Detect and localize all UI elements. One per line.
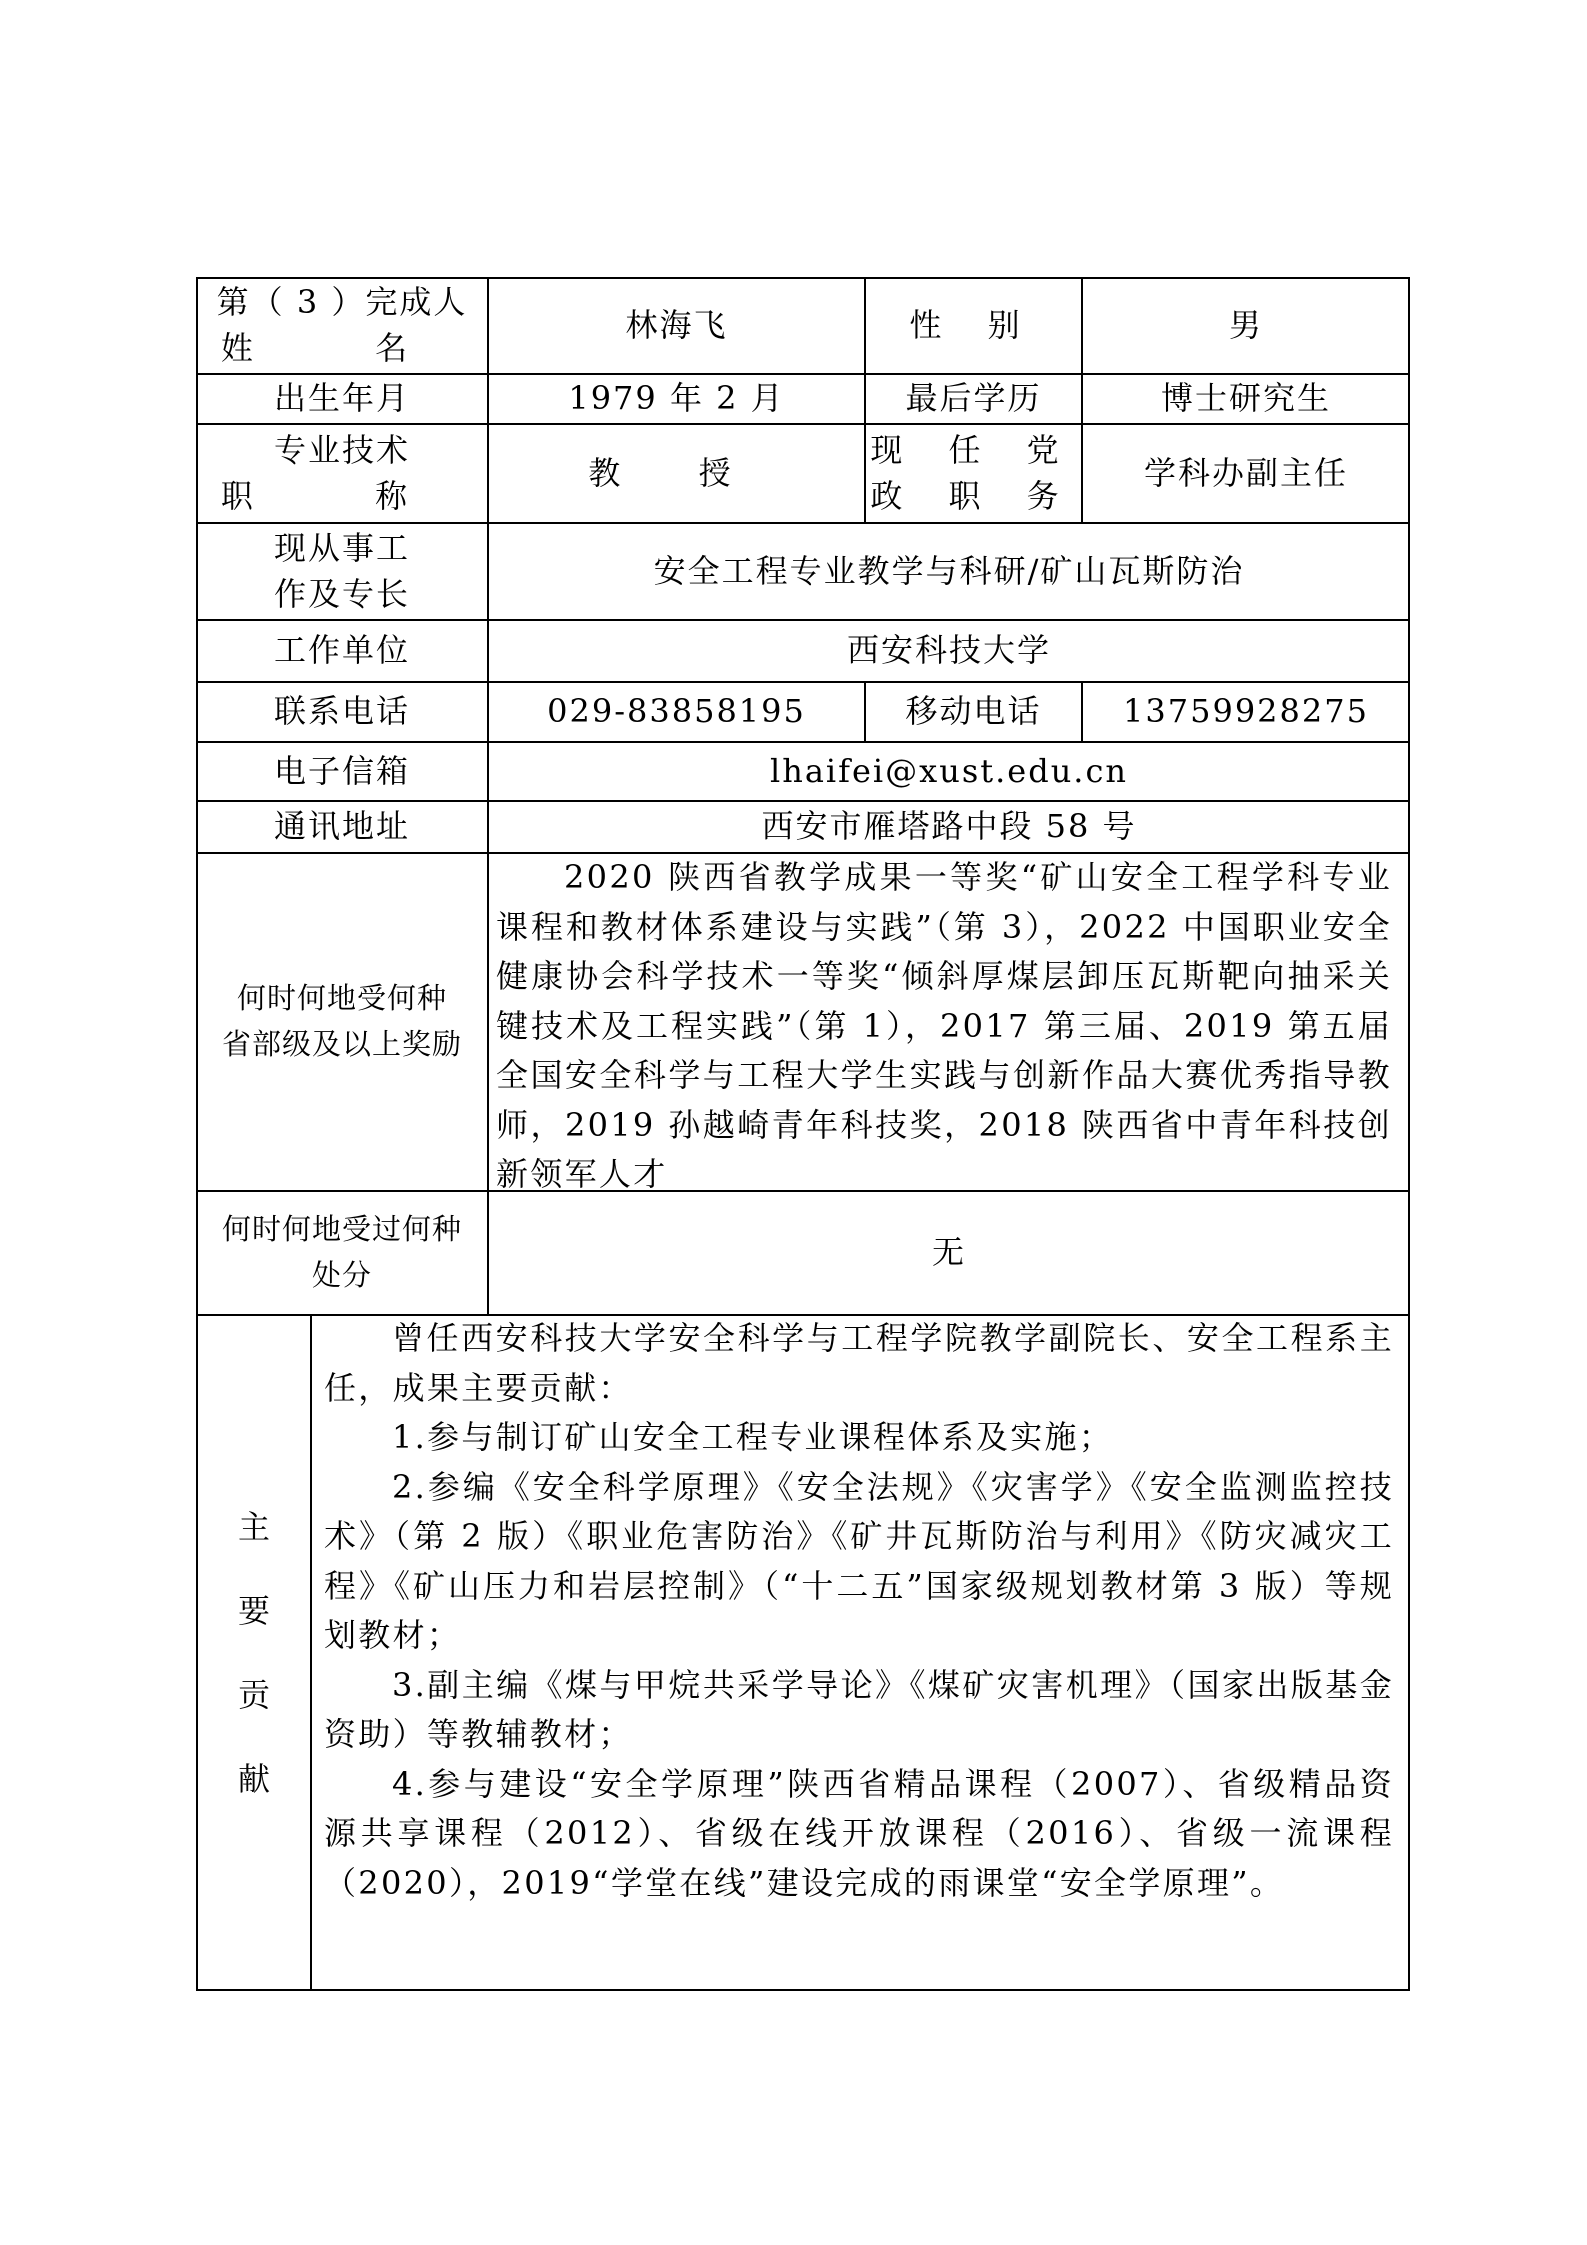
phone-value: 029-83858195 (547, 692, 806, 730)
birth-label: 出生年月 (273, 379, 410, 417)
email-value: lhaifei@xust.edu.cn (769, 751, 1128, 790)
contrib-item: 2.参编《安全科学原理》《安全法规》《灾害学》《安全监测监控技术》（第 2 版）《职业危害防治》《矿井瓦斯防治与利用》《防灾减灾工程》《矿山压力和岩层控制》（“十二五”国家级规划教材第 3 版）等规划教材； (324, 1467, 1394, 1654)
education-label: 最后学历 (905, 379, 1042, 417)
title-value: 教 授 (588, 453, 765, 492)
gender-value: 男 (1228, 306, 1263, 344)
phone-label: 联系电话 (273, 692, 410, 730)
birth-value: 1979 年 2 月 (568, 379, 785, 417)
address-label: 通讯地址 (273, 807, 410, 845)
email-label: 电子信箱 (273, 751, 410, 790)
contrib-item: 4.参与建设“安全学原理”陕西省精品课程（2007）、省级精品资源共享课程（2012）、省级在线开放课程（2016）、省级一流课程（2020），2019“学堂在线”建设完成的雨课堂“安全学原理”。 (324, 1764, 1394, 1902)
gender-label: 性 别 (909, 306, 1038, 344)
contrib-item: 3.副主编《煤与甲烷共采学导论》《煤矿灾害机理》（国家出版基金资助）等教辅教材； (324, 1665, 1394, 1753)
punish-label: 何时何地受过何种 处分 (221, 1212, 462, 1292)
unit-label: 工作单位 (273, 631, 410, 669)
position-label: 现 任 党 政 职 务 (870, 430, 1077, 515)
awards-label: 何时何地受何种 省部级及以上奖励 (221, 981, 462, 1061)
contrib-intro: 曾任西安科技大学安全科学与工程学院教学副院长、安全工程系主任，成果主要贡献： (324, 1319, 1394, 1407)
work-label: 现从事工 作及专长 (273, 528, 410, 613)
contrib-value (324, 1314, 1394, 1908)
education-value: 博士研究生 (1160, 379, 1331, 417)
punish-value: 无 (931, 1233, 966, 1271)
contrib-label: 主 要 贡 献 (237, 1507, 270, 1798)
address-value: 西安市雁塔路中段 58 号 (761, 807, 1137, 845)
unit-value: 西安科技大学 (846, 631, 1051, 669)
mobile-label: 移动电话 (905, 692, 1042, 730)
name-value: 林海飞 (625, 306, 728, 344)
work-value: 安全工程专业教学与科研/矿山瓦斯防治 (653, 551, 1245, 590)
title-label: 专业技术 职 称 (220, 430, 464, 515)
contrib-item: 1.参与制订矿山安全工程专业课程体系及实施； (392, 1418, 1114, 1456)
awards-value: 2020 陕西省教学成果一等奖“矿山安全工程学科专业课程和教材体系建设与实践”（第 3），2022 中国职业安全健康协会科学技术一等奖“倾斜厚煤层卸压瓦斯靶向抽采关键技术及工程实践”（第 1），2017 第三届、2019 第五届全国安全科学与工程大学生实践与创新作品大赛优秀指导教师，2019 孙越崎青年科技奖，2018 陕西省中青年科技创新领军人才 (496, 858, 1392, 1193)
position-value: 学科办副主任 (1143, 453, 1348, 492)
name-label: 第（ 3 ）完成人 姓 名 (216, 283, 468, 367)
mobile-value: 13759928275 (1123, 692, 1369, 730)
